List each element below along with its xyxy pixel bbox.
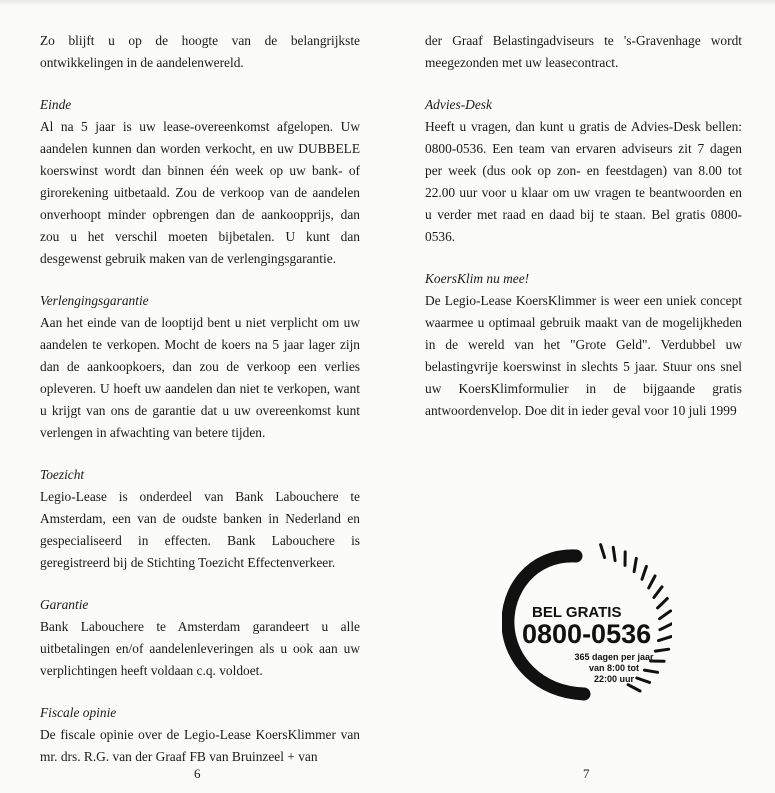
section-fiscale-opinie	[40, 702, 360, 768]
section-body: Aan het einde van de looptijd bent u niet verplicht om uw aandelen te verkopen. Mocht de koers na 5 jaar lager zijn dan de aankoopkoers, dan zou de verkoop een verlies opleveren. U hoeft uw aandelen dan niet te verkopen, want u krijgt van ons de garantie dat u uw overeenkomst kunt verlengen in afwachting van betere tijden.	[40, 315, 360, 440]
phone-badge	[502, 542, 672, 702]
intro-paragraph	[425, 30, 742, 74]
badge-ridge	[660, 611, 671, 619]
badge-phone: 0800-0536	[522, 619, 652, 649]
section-heading: Fiscale opinie	[40, 705, 117, 720]
badge-line-1: 365 dagen per jaar	[574, 652, 654, 662]
intro-text: Zo blijft u op de hoogte van de belangrijkste ontwikkelingen in de aandelenwereld.	[40, 33, 360, 70]
section-heading: Toezicht	[40, 467, 85, 482]
badge-ridge	[634, 558, 636, 571]
section-garantie	[40, 594, 360, 682]
badge-ridge	[642, 566, 646, 579]
page-number-right: 7	[583, 766, 590, 781]
badge-title: BEL GRATIS	[532, 604, 622, 621]
intro-paragraph	[40, 30, 360, 74]
section-body: Legio-Lease is onderdeel van Bank Labouchere te Amsterdam, een van de oudste banken in Nederland en gespecialiseerd in effecten. Bank Labouchere is geregistreerd bij de Stichting Toezicht Effectenverkeer.	[40, 489, 360, 570]
badge-ridge	[637, 678, 650, 682]
section-body: Heeft u vragen, dan kunt u gratis de Advies-Desk bellen: 0800-0536. Een team van ervaren adviseurs zit 7 dagen per week (dus ook op zon- en feestdagen) van 8.00 tot 22.00 uur voor u klaar om uw vragen te beantwoorden en u verder met raad en daad bij te staan. Bel gratis 0800-0536.	[425, 119, 742, 244]
section-body: Bank Labouchere te Amsterdam garandeert u alle uitbetalingen en/of aandelenleveringen als u ook aan uw verplichtingen heeft voldaan c.q. voldoet.	[40, 619, 360, 678]
left-column	[40, 30, 360, 788]
right-column	[425, 30, 742, 442]
section-verlengingsgarantie	[40, 290, 360, 444]
section-body: De fiscale opinie over de Legio-Lease KoersKlimmer van mr. drs. R.G. van der Graaf FB van Bruinzeel + van	[40, 727, 360, 764]
section-body: Al na 5 jaar is uw lease-overeenkomst afgelopen. Uw aandelen kunnen dan worden verkocht, en uw DUBBELE koerswinst wordt dan binnen één week op uw bank- of girorekening uitbetaald. Zou de verkoop van de aandelen onverhoopt minder opbrengen dan de aankoopprijs, dan zou u het verschil moeten bijbetalen. U kunt dan desgewenst gebruik maken van de verlengingsgarantie.	[40, 119, 360, 266]
badge-ridge	[644, 670, 657, 672]
badge-line-3: 22:00 uur	[593, 674, 635, 684]
section-koersklim	[425, 268, 742, 422]
section-heading: KoersKlim nu mee!	[425, 271, 530, 286]
badge-ridge	[613, 547, 615, 560]
badge-ridge	[660, 624, 672, 630]
section-body: De Legio-Lease KoersKlimmer is weer een uniek concept waarmee u optimaal gebruik maakt van de mogelijkheden in de wereld van het "Grote Geld". Verdubbel uw belastingvrije koerswinst in slechts 5 jaar. Stuur ons snel uw KoersKlimformulier in de bijgaande gratis antwoordenvelop. Doe dit in ieder geval voor 10 juli 1999	[425, 293, 742, 418]
badge-ridge	[659, 637, 672, 641]
section-einde	[40, 94, 360, 270]
badge-ridge	[649, 576, 655, 588]
section-heading: Einde	[40, 97, 72, 112]
section-advies-desk	[425, 94, 742, 248]
badge-ridge	[601, 545, 605, 558]
badge-ridge	[658, 599, 668, 608]
badge-ridge	[628, 685, 640, 691]
top-edge	[0, 0, 775, 6]
page-number-left: 6	[194, 766, 201, 781]
badge-ridge	[654, 587, 662, 598]
intro-text: der Graaf Belastingadviseurs te 's-Gravenhage wordt meegezonden met uw leasecontract.	[425, 33, 742, 70]
section-heading: Garantie	[40, 597, 89, 612]
badge-line-2: van 8:00 tot	[588, 663, 640, 673]
section-heading: Verlengingsgarantie	[40, 293, 149, 308]
section-heading: Advies-Desk	[425, 97, 492, 112]
section-toezicht	[40, 464, 360, 574]
badge-ridge	[655, 649, 668, 651]
